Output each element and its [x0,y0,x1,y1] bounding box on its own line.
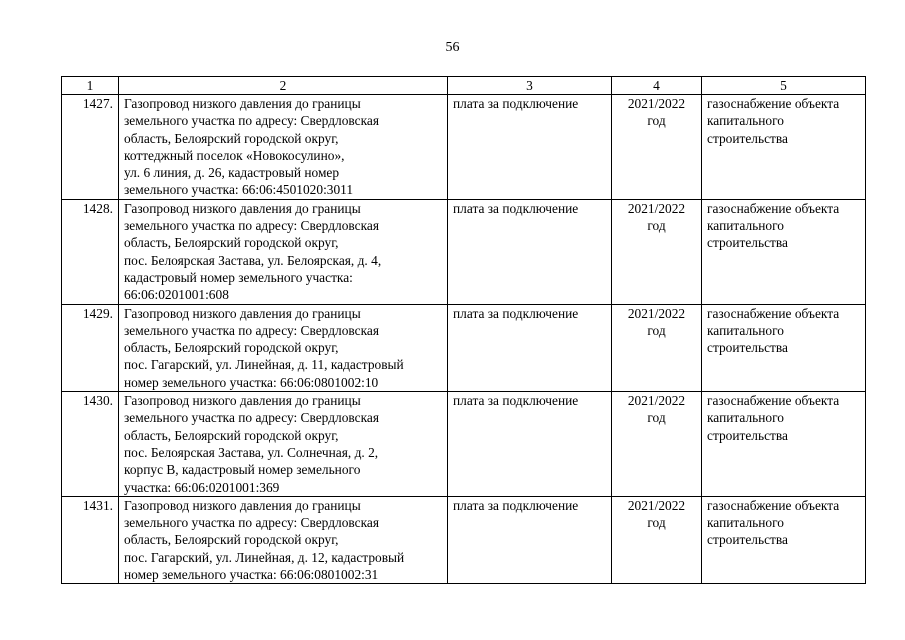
funding-source: плата за подключение [448,392,612,497]
table-row [62,199,866,304]
description-line: земельного участка по адресу: Свердловская [124,410,379,426]
object-description [119,392,448,497]
row-number: 1429. [62,304,119,391]
implementation-period [612,496,702,583]
purpose-line: строительства [707,340,788,356]
description-line: область, Белоярский городской округ, [124,235,339,251]
purpose-line: газоснабжение объекта [707,200,840,216]
purpose [702,496,866,583]
purpose-line: капитального [707,322,784,338]
description-line: Газопровод низкого давления до границы [124,96,361,111]
purpose-line: строительства [707,130,788,146]
table-row [62,496,866,583]
header-col-2: 2 [119,77,448,95]
row-number: 1431. [62,496,119,583]
purpose-line: газоснабжение объекта [707,96,840,111]
period-line: год [647,322,666,338]
period-line: 2021/2022 [627,497,686,513]
description-line: земельного участка по адресу: Свердловская [124,218,379,234]
description-line: номер земельного участка: 66:06:0801002:10 [124,374,379,390]
purpose-line: газоснабжение объекта [707,305,840,321]
description-line: земельного участка: 66:06:4501020:3011 [124,182,354,198]
purpose-line: газоснабжение объекта [707,393,840,409]
implementation-period [612,95,702,200]
object-description [119,95,448,200]
description-line: область, Белоярский городской округ, [124,340,339,356]
row-number: 1428. [62,199,119,304]
purpose-line: строительства [707,235,788,251]
data-table [61,76,866,584]
description-line: область, Белоярский городской округ, [124,427,339,443]
period-line: 2021/2022 [627,96,686,111]
description-line: участка: 66:06:0201001:369 [124,479,280,495]
row-number: 1430. [62,392,119,497]
purpose-line: капитального [707,113,784,129]
description-line: область, Белоярский городской округ, [124,532,339,548]
purpose-line: капитального [707,218,784,234]
purpose-line: строительства [707,427,788,443]
header-col-4: 4 [612,77,702,95]
implementation-period [612,392,702,497]
period-line: год [647,113,666,129]
funding-source: плата за подключение [448,95,612,200]
table-row [62,392,866,497]
purpose [702,199,866,304]
description-line: Газопровод низкого давления до границы [124,200,361,216]
description-line: пос. Белоярская Застава, ул. Белоярская, д. 4, [124,252,382,268]
object-description [119,199,448,304]
period-line: 2021/2022 [627,200,686,216]
purpose-line: капитального [707,410,784,426]
purpose [702,392,866,497]
description-line: Газопровод низкого давления до границы [124,497,361,513]
purpose-line: капитального [707,515,784,531]
description-line: земельного участка по адресу: Свердловская [124,322,379,338]
object-description [119,304,448,391]
header-col-3: 3 [448,77,612,95]
period-line: 2021/2022 [627,393,686,409]
row-number: 1427. [62,95,119,200]
table-body [62,95,866,584]
page-number: 56 [445,40,460,55]
header-col-1: 1 [62,77,119,95]
description-line: Газопровод низкого давления до границы [124,393,361,409]
purpose [702,95,866,200]
purpose-line: газоснабжение объекта [707,497,840,513]
description-line: ул. 6 линия, д. 26, кадастровый номер [124,165,340,181]
purpose-line: строительства [707,532,788,548]
description-line: коттеджный поселок «Новокосулино», [124,147,345,163]
description-line: Газопровод низкого давления до границы [124,305,361,321]
description-line: земельного участка по адресу: Свердловская [124,515,379,531]
table-row [62,95,866,200]
object-description [119,496,448,583]
funding-source: плата за подключение [448,496,612,583]
description-line: номер земельного участка: 66:06:0801002:31 [124,567,379,583]
description-line: 66:06:0201001:608 [124,287,229,303]
description-line: область, Белоярский городской округ, [124,130,339,146]
period-line: год [647,515,666,531]
description-line: пос. Гагарский, ул. Линейная, д. 11, кадастровый [124,357,404,373]
description-line: корпус В, кадастровый номер земельного [124,462,361,478]
purpose [702,304,866,391]
period-line: 2021/2022 [627,305,686,321]
funding-source: плата за подключение [448,199,612,304]
period-line: год [647,218,666,234]
header-col-5: 5 [702,77,866,95]
table-row [62,304,866,391]
description-line: земельного участка по адресу: Свердловская [124,113,379,129]
implementation-period [612,304,702,391]
description-line: пос. Белоярская Застава, ул. Солнечная, д. 2, [124,444,379,460]
description-line: пос. Гагарский, ул. Линейная, д. 12, кадастровый [124,549,405,565]
funding-source: плата за подключение [448,304,612,391]
implementation-period [612,199,702,304]
header-row [62,77,866,95]
period-line: год [647,410,666,426]
description-line: кадастровый номер земельного участка: [124,269,353,285]
